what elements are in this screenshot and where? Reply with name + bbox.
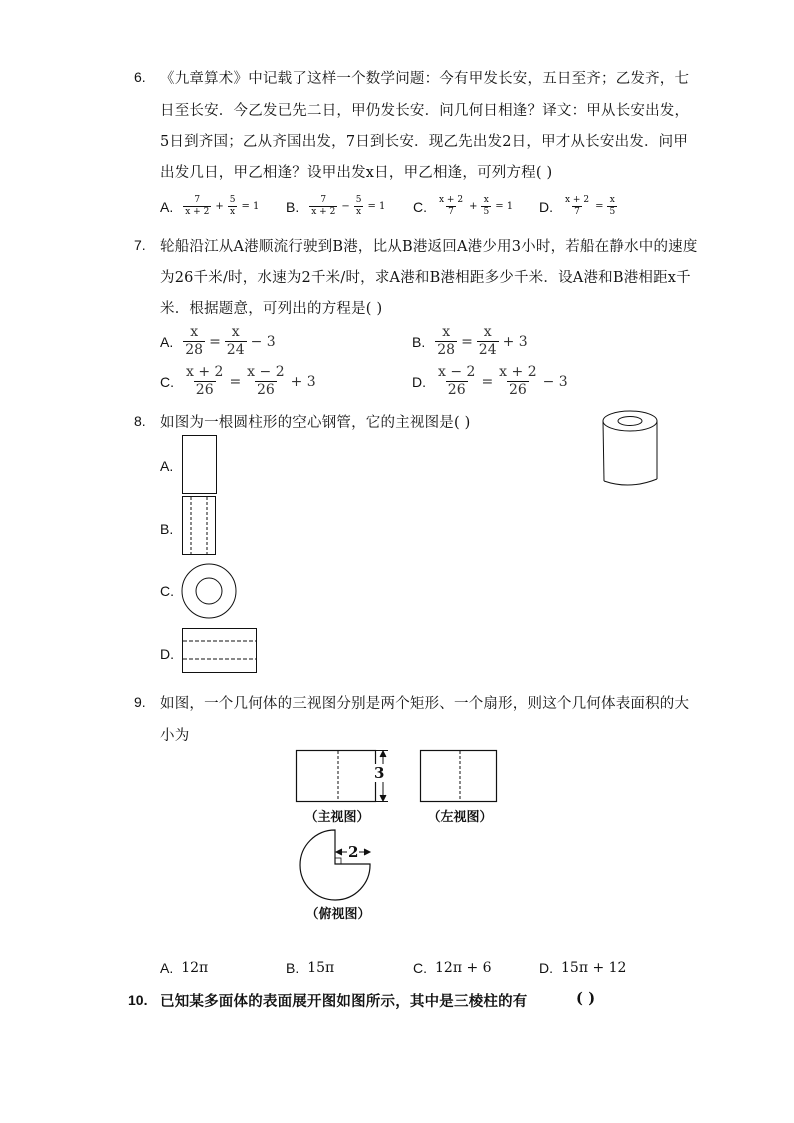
q9-option-c[interactable]: C. 12π + 6 <box>413 960 492 976</box>
q7-option-d[interactable]: D. $\frac{x - 2}{26}$ = $\frac{x + 2}{26}$ − 3 <box>412 364 568 398</box>
q10-number: 10. <box>128 992 148 1008</box>
q7-line-3: 米．根据题意，可列出的方程是( ) <box>160 301 383 317</box>
q9-number: 9. <box>134 694 146 710</box>
q9-line-2: 小为 <box>160 728 190 744</box>
fraction: $\frac{x}{5}$ <box>483 195 490 217</box>
q9-left-view <box>420 750 500 804</box>
q6-number: 6. <box>134 69 146 85</box>
q9-height-label: 3 <box>374 764 385 782</box>
q6-option-b[interactable]: B. $\frac{7}{x + 2}$ − $\frac{5}{x}$ = 1 <box>286 195 386 217</box>
q7-option-a[interactable]: A. $\frac{x}{28}$ = $\frac{x}{24}$ − 3 <box>160 324 276 358</box>
q8-option-c-figure <box>181 563 239 621</box>
q8-number: 8. <box>134 413 146 429</box>
q7-line-2: 为26千米/时，水速为2千米/时，求A港和B港相距多少千米．设A港和B港相距x千 <box>160 270 691 286</box>
fraction: $\frac{x}{28}$ <box>185 324 204 358</box>
q9-front-caption: （主视图） <box>304 810 370 825</box>
q8-option-d-figure <box>182 628 258 674</box>
fraction: $\frac{x}{5}$ <box>609 195 616 217</box>
q9-line-1: 如图，一个几何体的三视图分别是两个矩形、一个扇形，则这个几何体表面积的大 <box>160 696 690 712</box>
fraction: $\frac{x}{24}$ <box>478 324 497 358</box>
fraction: $\frac{x + 2}{26}$ <box>186 364 224 398</box>
q9-option-b[interactable]: B. 15π <box>286 960 335 976</box>
q9-top-caption: （俯视图） <box>305 907 371 922</box>
q8-option-b-figure <box>182 496 218 556</box>
hollow-cylinder-figure <box>602 410 662 488</box>
q9-option-a[interactable]: A. 12π <box>160 960 209 976</box>
q8-option-c-label: C. <box>160 583 174 599</box>
fraction: $\frac{x}{28}$ <box>437 324 456 358</box>
fraction: $\frac{x + 2}{7}$ <box>565 195 590 217</box>
q8-option-a-figure <box>182 435 218 495</box>
fraction: $\frac{x - 2}{26}$ <box>438 364 476 398</box>
q9-option-d[interactable]: D. 15π + 12 <box>539 960 627 976</box>
q6-line-3: 5日到齐国；乙从齐国出发，7日到长安．现乙先出发2日，甲才从长安出发．问甲 <box>160 134 689 150</box>
fraction: $\frac{x}{24}$ <box>226 324 245 358</box>
q8-option-b-label: B. <box>160 521 174 537</box>
q6-line-2: 日至长安．今乙发已先二日，甲仍发长安．问几何日相逢？译文：甲从长安出发， <box>160 103 690 119</box>
fraction: $\frac{5}{x}$ <box>229 195 236 217</box>
q10-text: 已知某多面体的表面展开图如图所示，其中是三棱柱的有 <box>160 993 528 1010</box>
q10-bracket: ( ) <box>576 990 596 1007</box>
q6-option-c[interactable]: C. $\frac{x + 2}{7}$ + $\frac{x}{5}$ = 1 <box>413 195 514 217</box>
fraction: $\frac{7}{x + 2}$ <box>185 195 210 217</box>
fraction: $\frac{x + 2}{7}$ <box>439 195 464 217</box>
q6-line-4: 出发几日，甲乙相逢？设甲出发x日，甲乙相逢，可列方程( ) <box>160 165 553 181</box>
q8-option-a-label: A. <box>160 458 174 474</box>
q9-radius-label: 2 <box>348 843 359 861</box>
q7-option-b[interactable]: B. $\frac{x}{28}$ = $\frac{x}{24}$ + 3 <box>412 324 528 358</box>
q9-left-caption: （左视图） <box>427 810 493 825</box>
fraction: $\frac{5}{x}$ <box>355 195 362 217</box>
q7-option-c[interactable]: C. $\frac{x + 2}{26}$ = $\frac{x - 2}{26}$ + 3 <box>160 364 316 398</box>
q6-line-1: 《九章算术》中记载了这样一个数学问题：今有甲发长安，五日至齐；乙发齐，七 <box>160 71 690 87</box>
q7-number: 7. <box>134 237 146 253</box>
q6-option-a[interactable]: A. $\frac{7}{x + 2}$ + $\frac{5}{x}$ = 1 <box>160 195 260 217</box>
q8-text: 如图为一根圆柱形的空心钢管，它的主视图是( ) <box>160 415 471 431</box>
q6-option-d[interactable]: D. $\frac{x + 2}{7}$ = $\frac{x}{5}$ <box>539 195 616 217</box>
q8-option-d-label: D. <box>160 646 174 662</box>
fraction: $\frac{x + 2}{26}$ <box>499 364 537 398</box>
q9-top-view <box>296 830 380 902</box>
fraction: $\frac{7}{x + 2}$ <box>311 195 336 217</box>
fraction: $\frac{x - 2}{26}$ <box>247 364 285 398</box>
q7-line-1: 轮船沿江从A港顺流行驶到B港，比从B港返回A港少用3小时，若船在静水中的速度 <box>160 239 698 255</box>
